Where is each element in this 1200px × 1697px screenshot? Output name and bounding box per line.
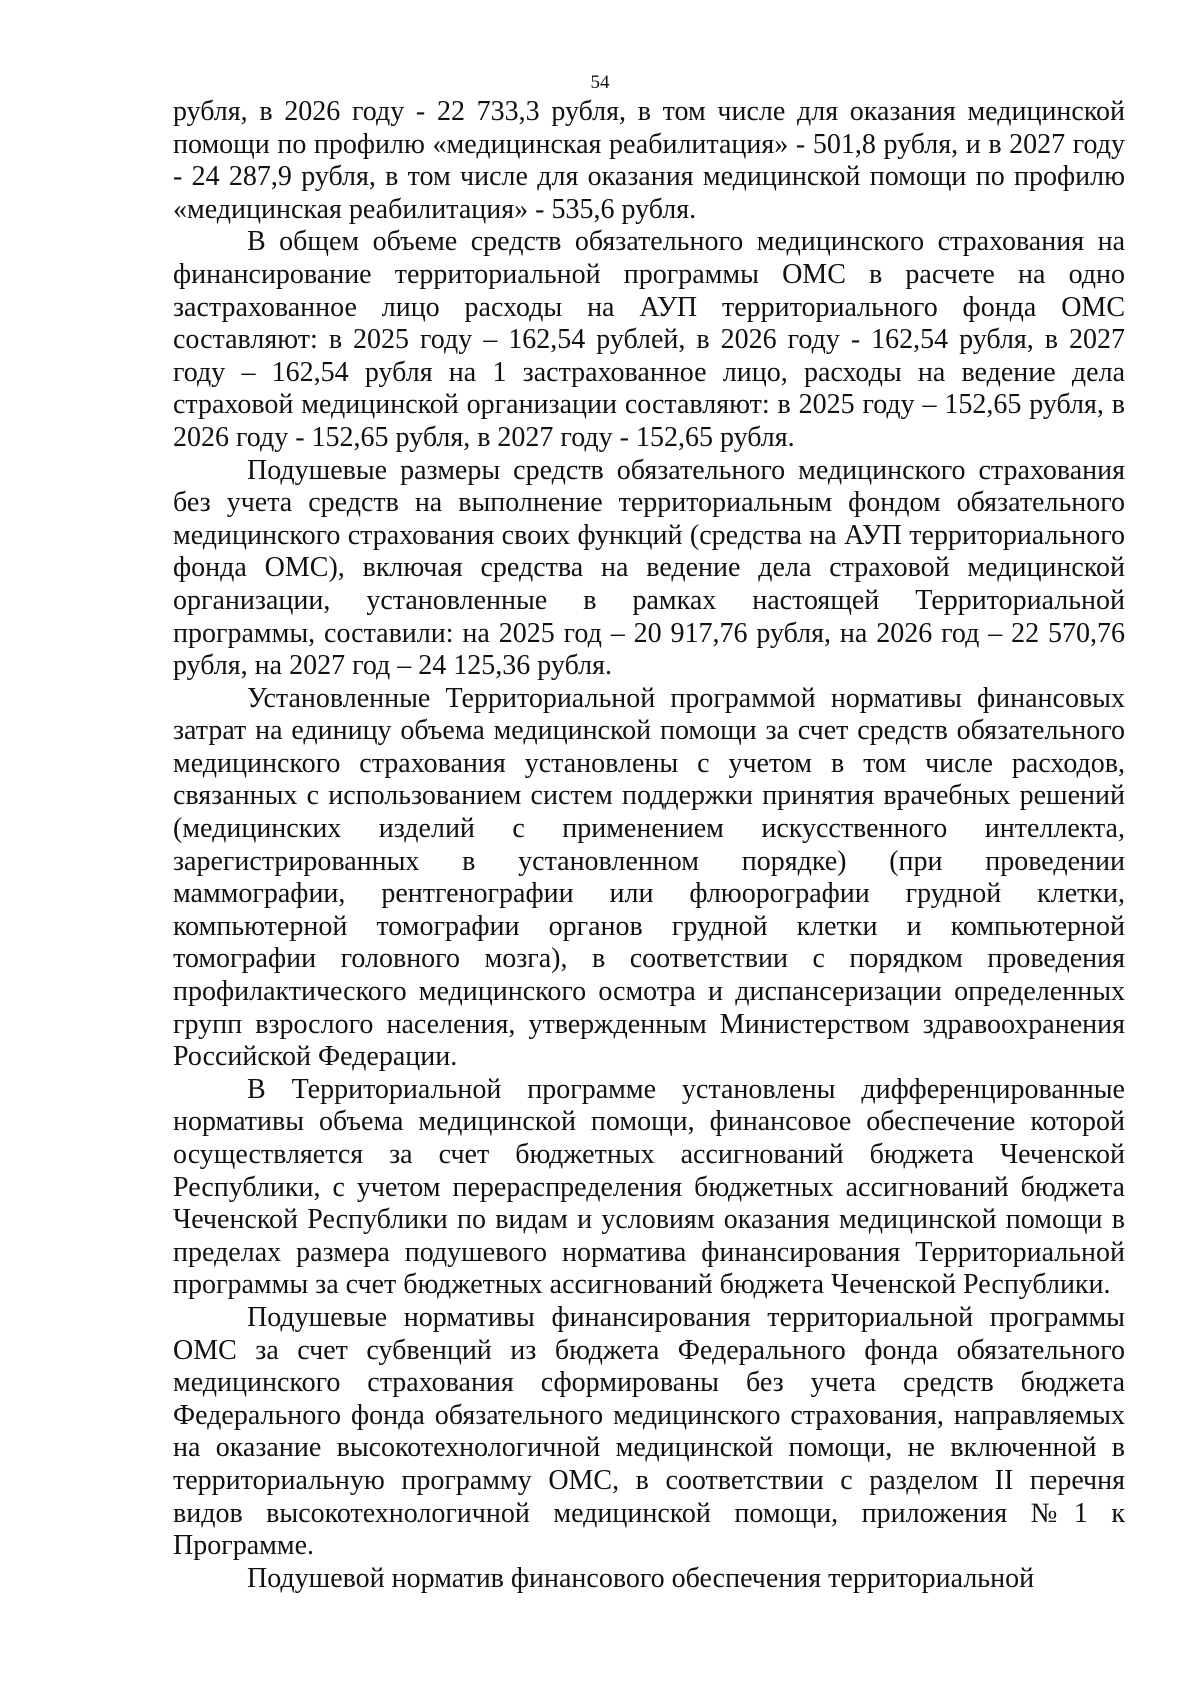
paragraph-differentiated-volume-standards: В Территориальной программе установлены дифференцированные нормативы объема медицинской помощи, финансовое обеспечение которой осуществляется за счет бюджетных ассигнований бюджета Чеченской Республики, с учетом перераспределения бюджетных ассигнований бюджета Чеченской Республики по видам и условиям оказания медицинской помощи в пределах размера подушевого норматива финансирования Территориальной программы за счет бюджетных ассигнований бюджета Чеченской Республики. [173, 1073, 1125, 1301]
document-text-body [173, 96, 1125, 1595]
paragraph-aup-expenses: В общем объеме средств обязательного медицинского страхования на финансирование территориальной программы ОМС в расчете на одно застрахованное лицо расходы на АУП территориального фонда ОМС составляют: в 2025 году – 162,54 рублей, в 2026 году - 162,54 рубля, в 2027 году – 162,54 рубля на 1 застрахованное лицо, расходы на ведение дела страховой медицинской организации составляют: в 2025 году – 152,65 рубля, в 2026 году - 152,65 рубля, в 2027 году - 152,65 рубля. [173, 226, 1125, 453]
paragraph-per-capita-sizes: Подушевые размеры средств обязательного медицинского страхования без учета средств на выполнение территориальным фондом обязательного медицинского страхования своих функций (средства на АУП территориального фонда ОМС), включая средства на ведение дела страховой медицинской организации, установленные в рамках настоящей Территориальной программы, составили: на 2025 год – 20 917,76 рубля, на 2026 год – 22 570,76 рубля, на 2027 год – 24 125,36 рубля. [173, 454, 1125, 682]
page-number: 54 [590, 72, 610, 93]
paragraph-continuation-rates: рубля, в 2026 году - 22 733,3 рубля, в том числе для оказания медицинской помощи по профилю «медицинская реабилитация» - 501,8 рубля, и в 2027 году - 24 287,9 рубля, в том числе для оказания медицинской помощи по профилю «медицинская реабилитация» - 535,6 рубля. [173, 96, 1125, 225]
paragraph-per-capita-financial-provision: Подушевой норматив финансового обеспечения территориальной [247, 1562, 1035, 1594]
paragraph-financial-cost-standards: Установленные Территориальной программой нормативы финансовых затрат на единицу объема медицинской помощи за счет средств обязательного медицинского страхования установлены с учетом в том числе расходов, связанных с использованием систем поддержки принятия врачебных решений (медицинских изделий с применением искусственного интеллекта, зарегистрированных в установленном порядке) (при проведении маммографии, рентгенографии или флюорографии грудной клетки, компьютерной томографии органов грудной клетки и компьютерной томографии головного мозга), в соответствии с порядком проведения профилактического медицинского осмотра и диспансеризации определенных групп взрослого населения, утвержденным Министерством здравоохранения Российской Федерации. [173, 682, 1125, 1073]
paragraph-per-capita-financing-standards: Подушевые нормативы финансирования территориальной программы ОМС за счет субвенций из бюджета Федерального фонда обязательного медицинского страхования сформированы без учета средств бюджета Федерального фонда обязательного медицинского страхования, направляемых на оказание высокотехнологичной медицинской помощи, не включенной в территориальную программу ОМС, в соответствии с разделом II перечня видов высокотехнологичной медицинской помощи, приложения №1 к Программе. [173, 1301, 1125, 1562]
